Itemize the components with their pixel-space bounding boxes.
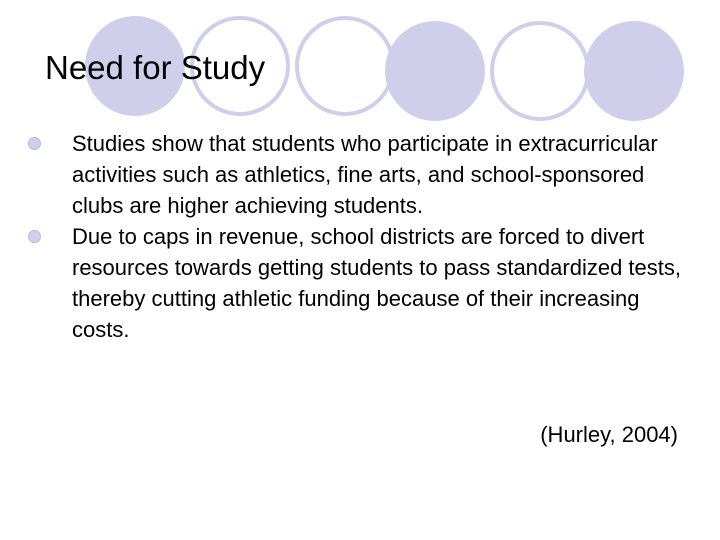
decorative-circle-3 [295, 16, 395, 116]
bullet-item [28, 128, 688, 221]
decorative-circle-5 [490, 21, 590, 121]
bullet-text: Due to caps in revenue, school districts are forced to divert resources towards getting students to pass standardized tests, thereby cutting athletic funding because of their increasing costs. [72, 224, 681, 342]
bullet-icon [28, 230, 41, 243]
citation: (Hurley, 2004) [540, 422, 678, 447]
bullet-text: Studies show that students who participate in extracurricular activities such as athletics, fine arts, and school-sponsored clubs are higher achieving students. [72, 131, 658, 218]
bullet-icon [28, 137, 41, 150]
decorative-circle-6 [584, 21, 684, 121]
decorative-circle-4 [385, 21, 485, 121]
slide-title: Need for Study [45, 49, 266, 86]
bullet-item [28, 221, 688, 345]
bullet-list [28, 128, 688, 345]
